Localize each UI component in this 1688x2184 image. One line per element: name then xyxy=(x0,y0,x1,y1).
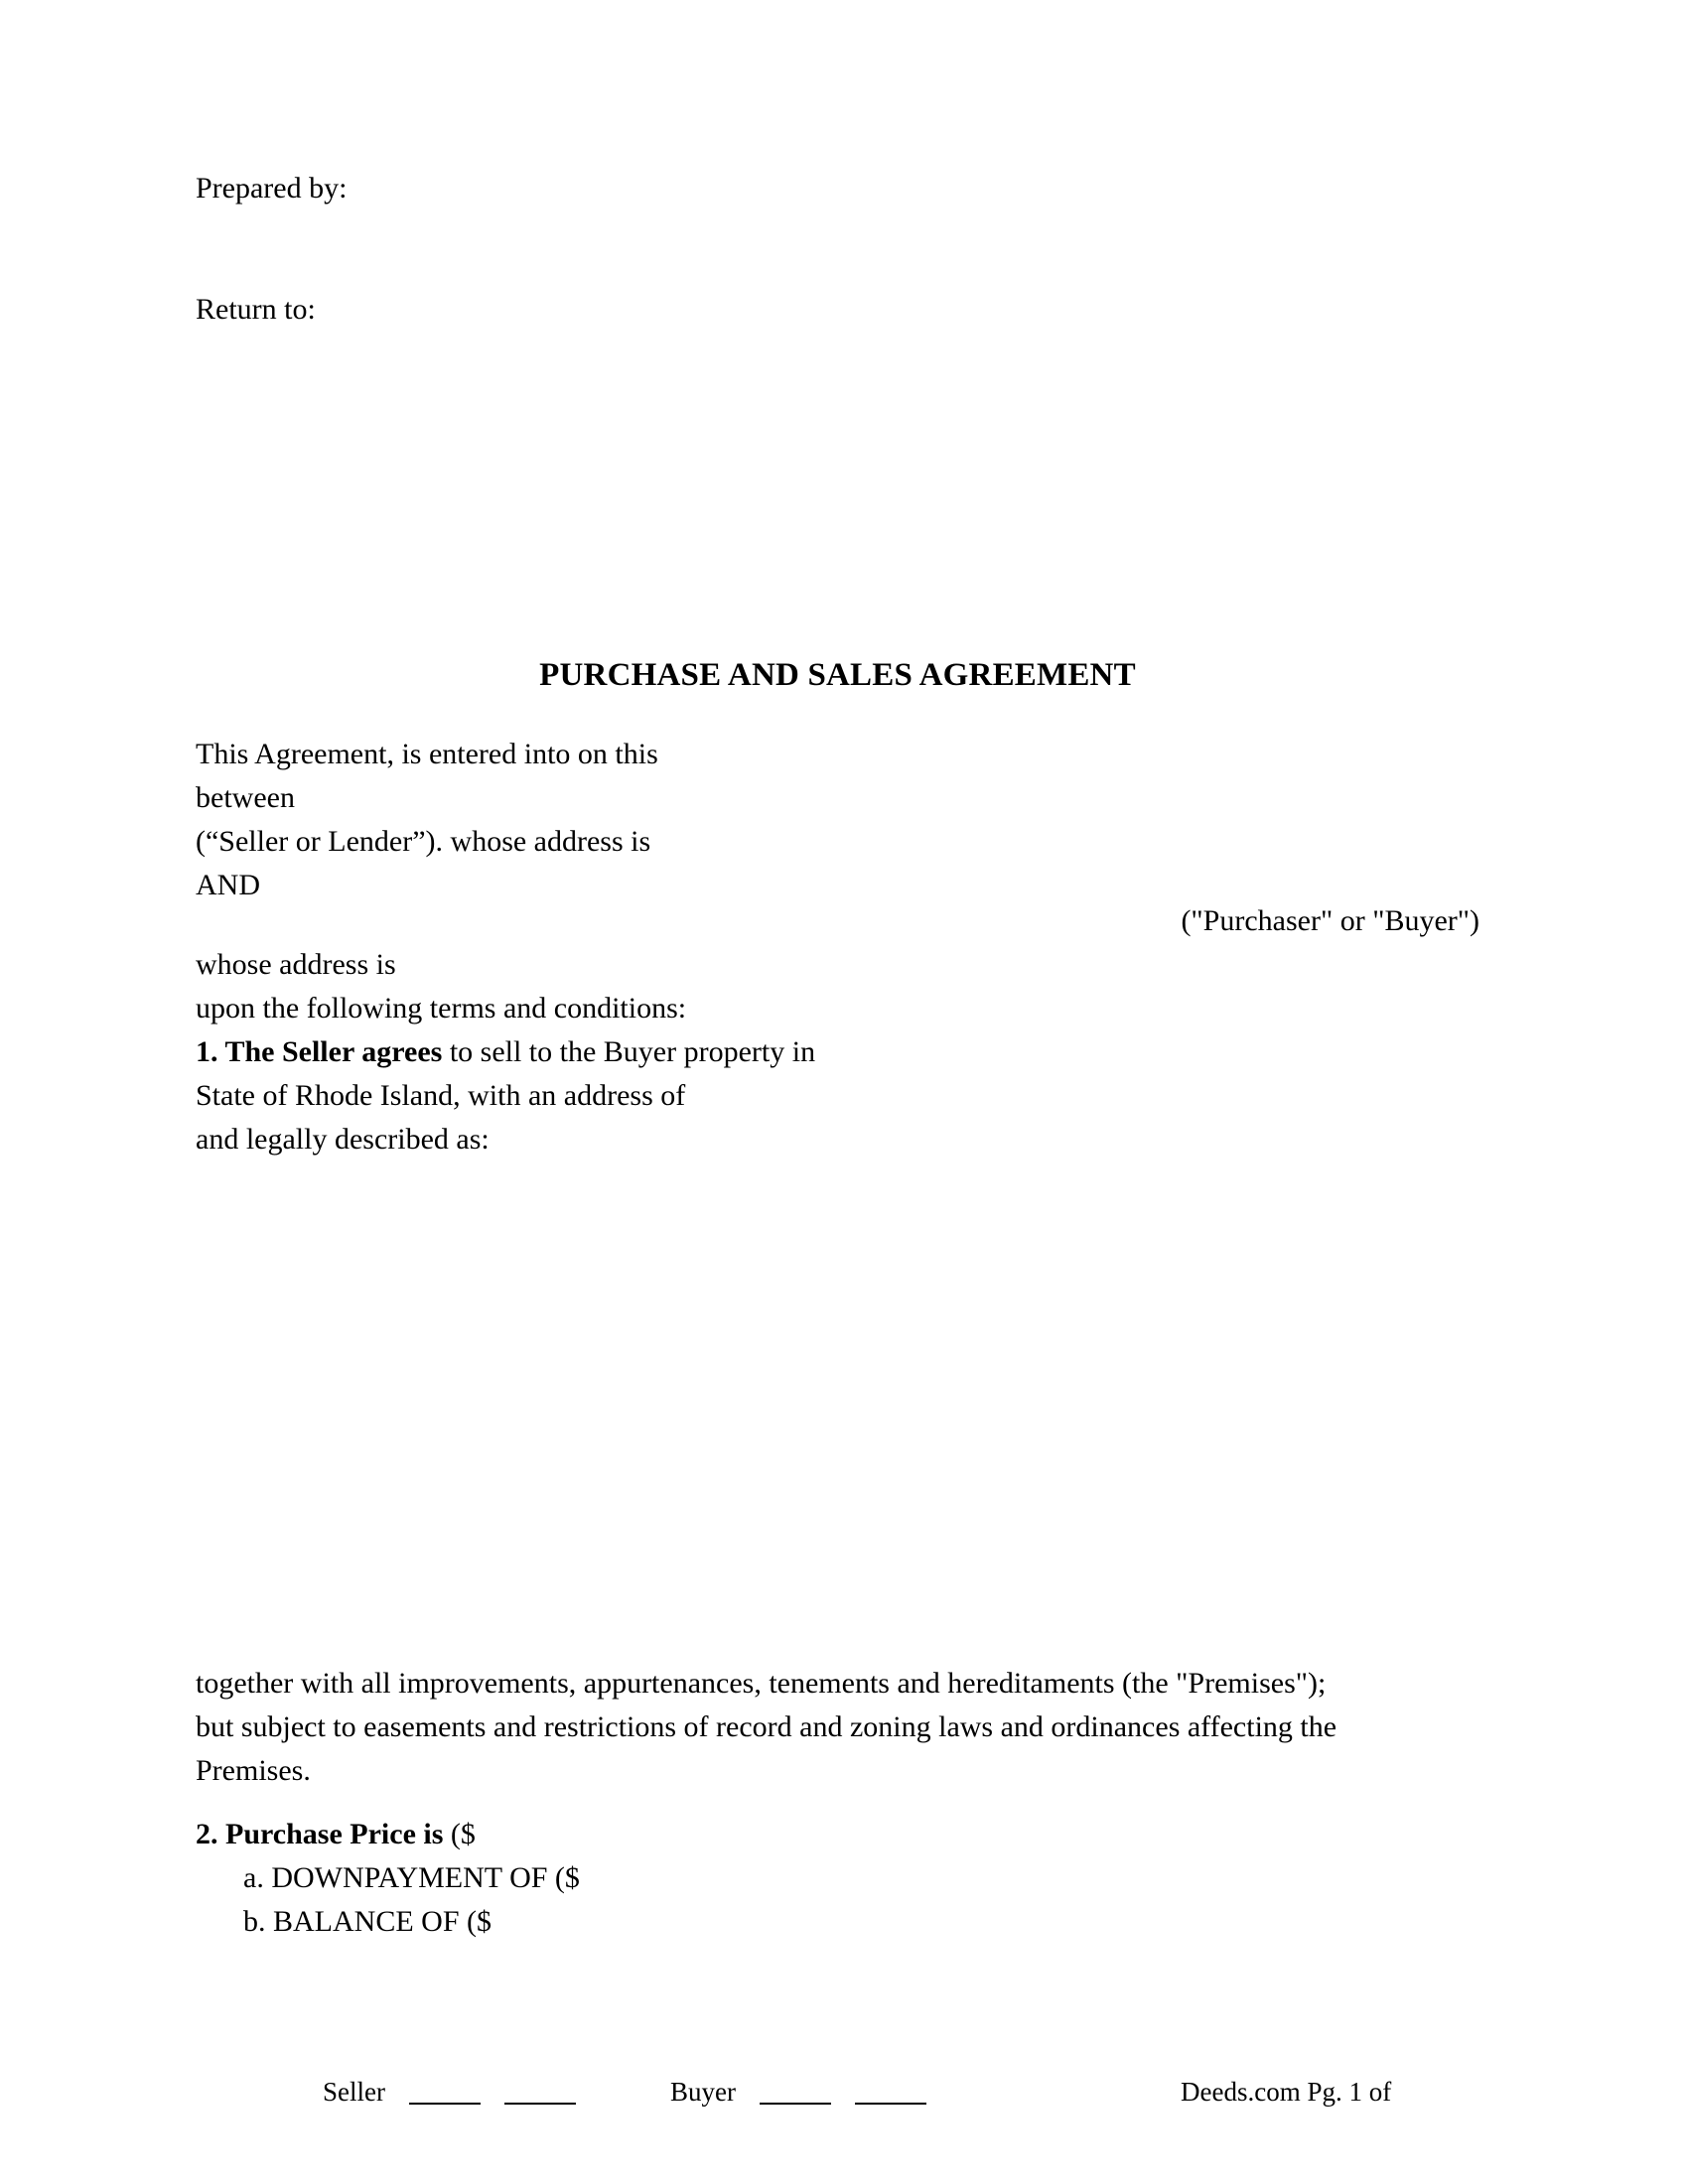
buyer-initial-blank-2[interactable] xyxy=(855,2083,926,2105)
page-title: PURCHASE AND SALES AGREEMENT xyxy=(539,657,1136,693)
buyer-address-line: whose address is xyxy=(196,948,396,981)
footer-page-note: Deeds.com Pg. 1 of xyxy=(1181,2077,1392,2107)
section-2-item-b: b. BALANCE OF ($ xyxy=(243,1905,492,1938)
section-2-heading-rest: ($ xyxy=(443,1818,476,1850)
page-footer xyxy=(196,2073,1479,2113)
section-1 xyxy=(196,1030,1479,1161)
purchaser-designation-block xyxy=(196,899,1479,943)
footer-seller-initials xyxy=(323,2073,576,2111)
premises-line-3: Premises. xyxy=(196,1754,311,1787)
premises-paragraph xyxy=(196,1662,1479,1793)
buyer-address-block xyxy=(196,943,1479,1030)
section-1-line-2: State of Rhode Island, with an address of xyxy=(196,1079,686,1112)
return-to-label: Return to: xyxy=(196,293,316,326)
seller-initial-blank-1[interactable] xyxy=(409,2083,481,2105)
buyer-initial-blank-1[interactable] xyxy=(760,2083,831,2105)
intro-line-1: This Agreement, is entered into on this xyxy=(196,738,658,770)
prepared-by-label: Prepared by: xyxy=(196,172,348,205)
section-2 xyxy=(196,1813,1479,1944)
purchaser-designation: ("Purchaser" or "Buyer") xyxy=(1181,904,1479,937)
footer-seller-label: Seller xyxy=(323,2077,385,2107)
section-1-heading: 1. The Seller agrees xyxy=(196,1035,443,1068)
premises-line-1: together with all improvements, appurtenances, tenements and hereditaments (the "Premises"); xyxy=(196,1667,1327,1700)
intro-line-2: between xyxy=(196,781,295,814)
intro-paragraph xyxy=(196,733,1479,907)
section-1-line-3: and legally described as: xyxy=(196,1123,490,1156)
terms-and-conditions-line: upon the following terms and conditions: xyxy=(196,992,687,1024)
section-2-item-a: a. DOWNPAYMENT OF ($ xyxy=(243,1861,580,1894)
intro-line-3: (“Seller or Lender”). whose address is xyxy=(196,825,651,858)
intro-line-4: AND xyxy=(196,869,260,901)
section-2-heading: 2. Purchase Price is xyxy=(196,1818,444,1850)
section-2-first-line xyxy=(196,1813,1479,1856)
section-1-heading-rest: to sell to the Buyer property in xyxy=(442,1035,816,1068)
footer-buyer-label: Buyer xyxy=(670,2077,736,2107)
prepared-by-block xyxy=(196,167,1479,210)
section-1-first-line xyxy=(196,1030,1479,1074)
footer-buyer-initials xyxy=(670,2073,926,2111)
premises-line-2: but subject to easements and restrictions of record and zoning laws and ordinances affecting the xyxy=(196,1710,1337,1743)
seller-initial-blank-2[interactable] xyxy=(504,2083,576,2105)
return-to-block xyxy=(196,288,1479,332)
